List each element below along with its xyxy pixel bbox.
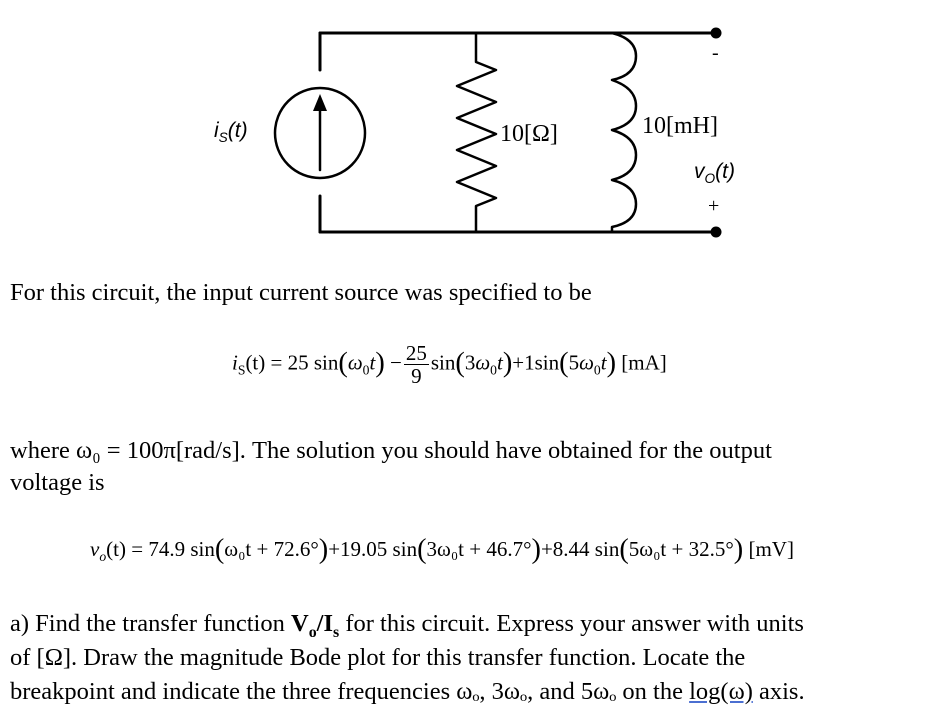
minus-sign: -: [712, 42, 719, 64]
source-label: $i_S(t)$: [214, 119, 248, 146]
question-line3: breakpoint and indicate the three frequencies ωₒ, 3ωₒ, and 5ωₒ on the log(ω) axis.: [10, 678, 805, 705]
fraction-25-9: $\frac{25}{9}$: [405, 341, 427, 388]
output-voltage-label: $v_O(t)$: [694, 160, 735, 187]
terminal-bottom: [711, 227, 722, 238]
output-intro-line2: voltage is: [10, 469, 105, 496]
log-omega-link[interactable]: log(ω): [689, 678, 753, 705]
inductor-coil: [612, 33, 636, 232]
resistor-label: 10[Ω]: [500, 121, 558, 147]
resistor-zigzag: [457, 33, 496, 232]
output-voltage-equation: $v_o(t) = 74.9$ sin(ω₀t + 72.6°)+19.05 sin(3ω₀t + 46.7°)+8.44 sin(5ω₀t + 32.5°) [mV]: [90, 534, 794, 565]
inductor-label: 10[mH]: [642, 113, 718, 139]
circuit-diagram: [0, 0, 940, 260]
output-intro-line1: where ω₀ = 100π[rad/s]. The solution you should have obtained for the output: [10, 437, 772, 464]
source-arrow-head: [313, 94, 327, 111]
terminal-top: [711, 28, 722, 39]
plus-sign: +: [708, 195, 720, 217]
question-line1: a) Find the transfer function $V_o/I_s$ for this circuit. Express your answer with units: [10, 610, 804, 641]
question-line2: of [Ω]. Draw the magnitude Bode plot for this transfer function. Locate the: [10, 644, 746, 671]
intro-sentence: For this circuit, the input current source was specified to be: [10, 279, 592, 306]
input-current-equation: $i_S(t) = 25$ $\sin(\omega_0t)$ − $\frac{25}{9}$ $\sin(3\omega_0t)+1\sin(5\omega_0t)$ [mA]: [232, 341, 667, 388]
